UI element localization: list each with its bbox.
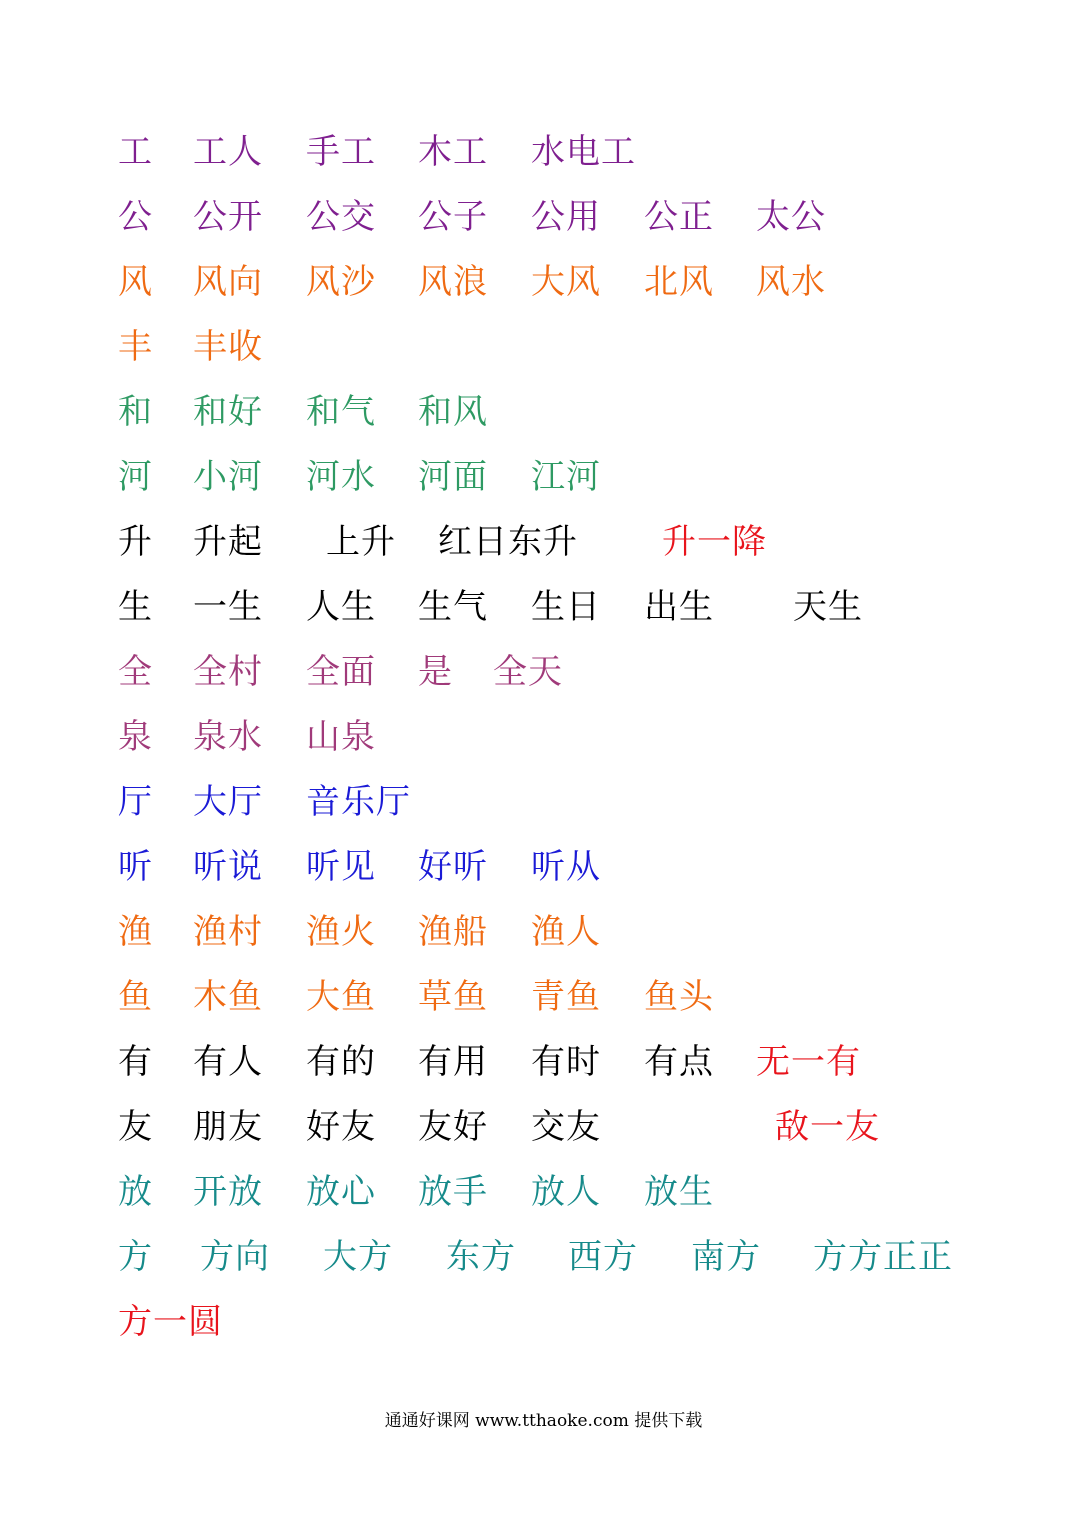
word-entry: 木鱼 — [193, 977, 263, 1017]
word-line — [0, 122, 1087, 182]
word-entry: 有人 — [193, 1042, 263, 1082]
word-entry: 东方 — [446, 1237, 516, 1277]
character-head: 生 — [118, 587, 153, 627]
character-head: 风 — [118, 262, 153, 302]
word-entry: 渔火 — [306, 912, 376, 952]
word-entry: 公用 — [531, 197, 601, 237]
word-entry: 河面 — [418, 457, 488, 497]
character-head: 全 — [118, 652, 153, 692]
word-line — [0, 1292, 1087, 1352]
character-head: 渔 — [118, 912, 153, 952]
word-entry: 渔船 — [418, 912, 488, 952]
word-line — [0, 382, 1087, 442]
character-head: 鱼 — [118, 977, 153, 1017]
character-head: 放 — [118, 1172, 153, 1212]
word-entry: 工人 — [193, 132, 263, 172]
word-line — [0, 1097, 1087, 1157]
word-entry: 交友 — [531, 1107, 601, 1147]
word-line — [0, 252, 1087, 312]
word-entry: 渔村 — [193, 912, 263, 952]
word-entry: 生日 — [531, 587, 601, 627]
word-entry: 公子 — [418, 197, 488, 237]
word-entry: 好听 — [418, 847, 488, 887]
word-entry: 和气 — [306, 392, 376, 432]
word-entry: 风沙 — [306, 262, 376, 302]
word-line — [0, 317, 1087, 377]
word-entry: 出生 — [644, 587, 714, 627]
word-entry: 泉水 — [193, 717, 263, 757]
word-entry: 公交 — [306, 197, 376, 237]
word-line — [0, 642, 1087, 702]
word-entry: 音乐厅 — [306, 782, 411, 822]
word-entry: 上升 — [326, 522, 396, 562]
word-entry: 西方 — [568, 1237, 638, 1277]
character-head: 方 — [118, 1237, 153, 1277]
character-head: 方一圆 — [118, 1302, 223, 1342]
word-entry: 放心 — [306, 1172, 376, 1212]
word-entry: 敌一友 — [775, 1107, 880, 1147]
word-entry: 全村 — [193, 652, 263, 692]
word-entry: 公正 — [644, 197, 714, 237]
word-entry: 鱼头 — [644, 977, 714, 1017]
character-head: 和 — [118, 392, 153, 432]
word-entry: 草鱼 — [418, 977, 488, 1017]
word-entry: 听见 — [306, 847, 376, 887]
word-entry: 好友 — [306, 1107, 376, 1147]
character-head: 厅 — [118, 782, 153, 822]
word-entry: 升起 — [193, 522, 263, 562]
word-entry: 天生 — [793, 587, 863, 627]
character-head: 有 — [118, 1042, 153, 1082]
word-entry: 青鱼 — [531, 977, 601, 1017]
word-entry: 小河 — [193, 457, 263, 497]
word-line — [0, 1032, 1087, 1092]
character-head: 公 — [118, 197, 153, 237]
word-line — [0, 187, 1087, 247]
word-entry: 方向 — [200, 1237, 270, 1277]
word-entry: 人生 — [306, 587, 376, 627]
word-entry: 风向 — [193, 262, 263, 302]
word-entry: 山泉 — [306, 717, 376, 757]
character-head: 工 — [118, 132, 153, 172]
word-entry: 河水 — [306, 457, 376, 497]
word-entry: 水电工 — [531, 132, 636, 172]
word-line — [0, 707, 1087, 767]
word-entry: 大风 — [531, 262, 601, 302]
word-entry: 有用 — [418, 1042, 488, 1082]
word-entry: 南方 — [691, 1237, 761, 1277]
word-entry: 无一有 — [756, 1042, 861, 1082]
footer-credit: 通通好课网 www.tthaoke.com 提供下载 — [384, 1411, 703, 1431]
word-entry: 公开 — [193, 197, 263, 237]
character-head: 丰 — [118, 327, 153, 367]
word-entry: 红日东升 — [438, 522, 578, 562]
word-entry: 全天 — [493, 652, 563, 692]
word-entry: 有点 — [644, 1042, 714, 1082]
character-head: 听 — [118, 847, 153, 887]
word-line — [0, 772, 1087, 832]
character-head: 河 — [118, 457, 153, 497]
word-entry: 和风 — [418, 392, 488, 432]
word-entry: 江河 — [531, 457, 601, 497]
word-entry: 一生 — [193, 587, 263, 627]
word-entry: 升一降 — [662, 522, 767, 562]
word-entry: 风浪 — [418, 262, 488, 302]
word-entry: 风水 — [756, 262, 826, 302]
word-entry: 全面 — [306, 652, 376, 692]
word-entry: 有的 — [306, 1042, 376, 1082]
word-entry: 朋友 — [193, 1107, 263, 1147]
word-line — [0, 447, 1087, 507]
word-entry: 大方 — [323, 1237, 393, 1277]
word-entry: 听说 — [193, 847, 263, 887]
word-entry: 放手 — [418, 1172, 488, 1212]
character-head: 泉 — [118, 717, 153, 757]
word-entry: 手工 — [306, 132, 376, 172]
word-line — [0, 902, 1087, 962]
word-line — [0, 1227, 1087, 1287]
character-head: 友 — [118, 1107, 153, 1147]
word-entry: 方方正正 — [813, 1237, 953, 1277]
word-line — [0, 577, 1087, 637]
word-entry: 放人 — [531, 1172, 601, 1212]
word-entry: 大厅 — [193, 782, 263, 822]
word-line — [0, 1162, 1087, 1222]
word-entry: 丰收 — [193, 327, 263, 367]
word-entry: 听从 — [531, 847, 601, 887]
character-head: 升 — [118, 522, 153, 562]
word-entry: 是 — [418, 652, 453, 692]
word-entry: 大鱼 — [306, 977, 376, 1017]
word-entry: 木工 — [418, 132, 488, 172]
word-entry: 北风 — [644, 262, 714, 302]
word-entry: 生气 — [418, 587, 488, 627]
word-entry: 渔人 — [531, 912, 601, 952]
word-entry: 和好 — [193, 392, 263, 432]
word-entry: 友好 — [418, 1107, 488, 1147]
word-line — [0, 512, 1087, 572]
word-entry: 有时 — [531, 1042, 601, 1082]
word-line — [0, 837, 1087, 897]
word-entry: 放生 — [644, 1172, 714, 1212]
word-entry: 开放 — [193, 1172, 263, 1212]
word-line — [0, 967, 1087, 1027]
word-entry: 太公 — [756, 197, 826, 237]
